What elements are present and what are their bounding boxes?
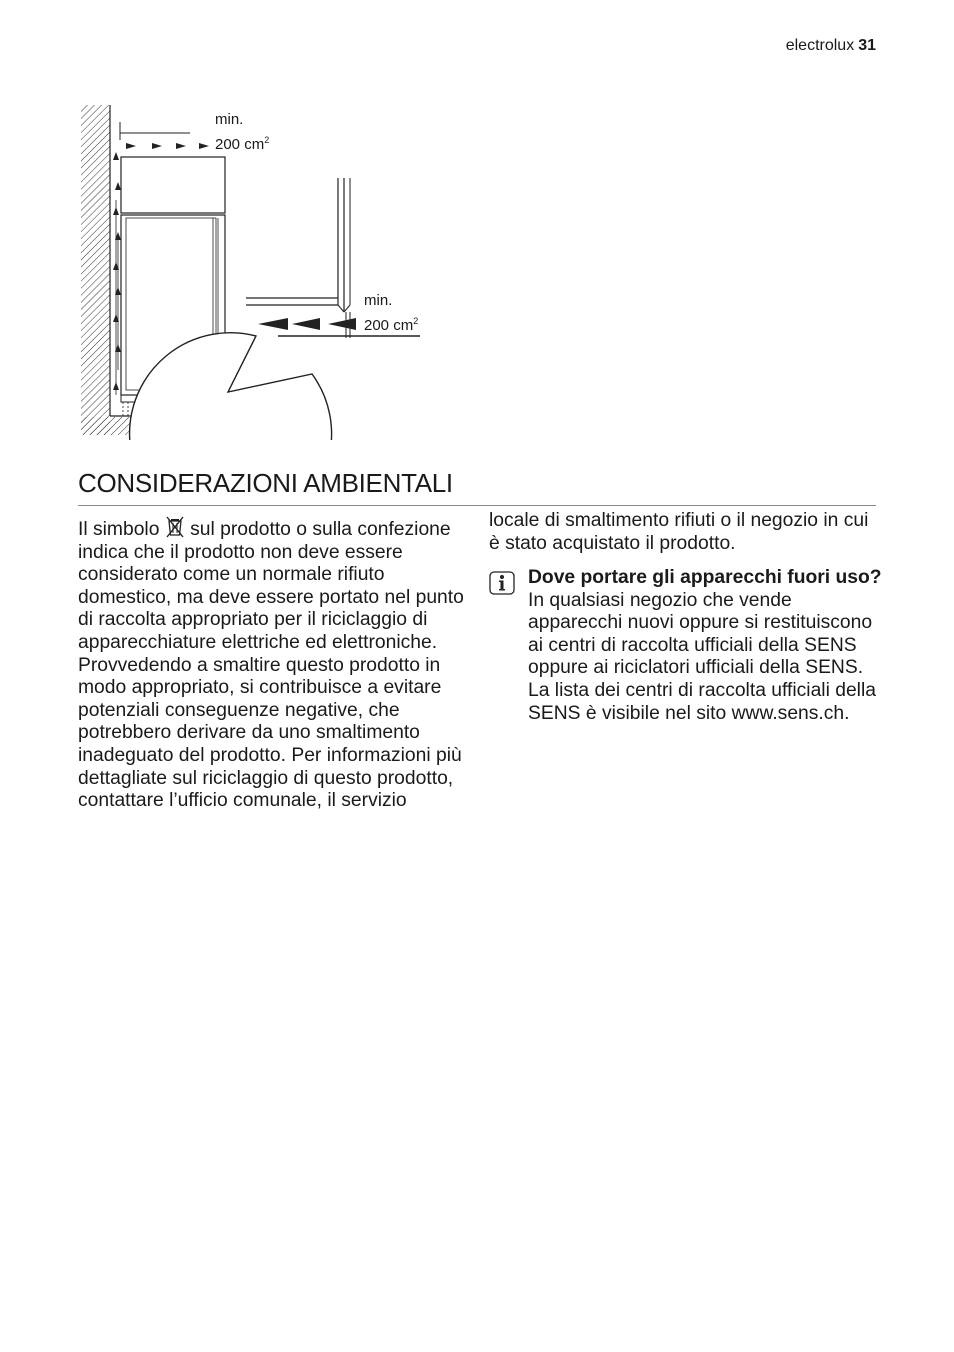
bottom-vent-label <box>364 290 418 336</box>
top-airflow-arrows <box>126 143 209 149</box>
paragraph-continued: locale di smaltimento rifiuti o il negozio in cui è stato acquistato il prodotto. <box>489 510 869 554</box>
paragraph-start: Il simbolo <box>78 519 160 540</box>
detail-magnifier <box>130 333 332 440</box>
brand-name: electrolux <box>785 37 855 54</box>
section-title: CONSIDERAZIONI AMBIENTALI <box>78 468 453 498</box>
section-divider <box>78 505 876 506</box>
crossed-out-bin-icon <box>165 516 185 538</box>
ventilation-diagram <box>78 100 458 440</box>
paragraph-rest: sul prodotto o sulla confezione indica che il prodotto non deve essere considerato come un normale rifiuto domestico, ma deve essere portato nel punto di raccolta appropriato per il riciclaggio di apparecchiature elettriche ed elettroniche. Provvedendo a smaltire questo prodotto in modo appropriato, si contribuisce a evitare potenziali conseguenze negative, che potrebbero derivare da uno smaltimento inadeguato del prodotto. Per informazioni più dettagliate sul riciclaggio di questo prodotto, contattare l’ufficio comunale, il servizio <box>78 519 464 812</box>
left-column <box>78 516 470 813</box>
upper-cabinet <box>121 157 225 213</box>
info-text-website: La lista dei centri di raccolta ufficiali della SENS è visibile nel sito www.sens.ch. <box>528 679 876 724</box>
top-vent-label-min: min. <box>215 111 244 128</box>
top-vent-label <box>215 109 269 155</box>
top-vent-label-area <box>215 130 269 155</box>
page-header <box>786 37 876 55</box>
info-body <box>528 567 884 725</box>
bottom-vent-label-area <box>364 311 418 336</box>
info-box <box>489 567 884 725</box>
top-vent-area-exponent: 2 <box>264 135 270 145</box>
info-text-collection: In qualsiasi negozio che vende apparecchi nuovi oppure si restituiscono ai centri di raccolta ufficiali della SENS oppure ai riciclatori ufficiali della SENS. <box>528 589 873 679</box>
bottom-vent-area-exponent: 2 <box>413 316 419 326</box>
bottom-vent-label-min: min. <box>364 292 393 309</box>
page-number: 31 <box>858 37 876 54</box>
environment-paragraph <box>78 516 470 813</box>
rear-airflow-arrows <box>113 152 121 390</box>
info-title: Dove portare gli apparecchi fuori uso? <box>528 567 882 588</box>
info-icon <box>489 571 515 595</box>
wall-hatch <box>81 105 110 435</box>
top-vent-area-value: 200 cm <box>215 136 265 153</box>
detail-airflow-arrows <box>258 318 356 330</box>
right-column <box>489 510 881 555</box>
bottom-vent-area-value: 200 cm <box>364 317 414 334</box>
